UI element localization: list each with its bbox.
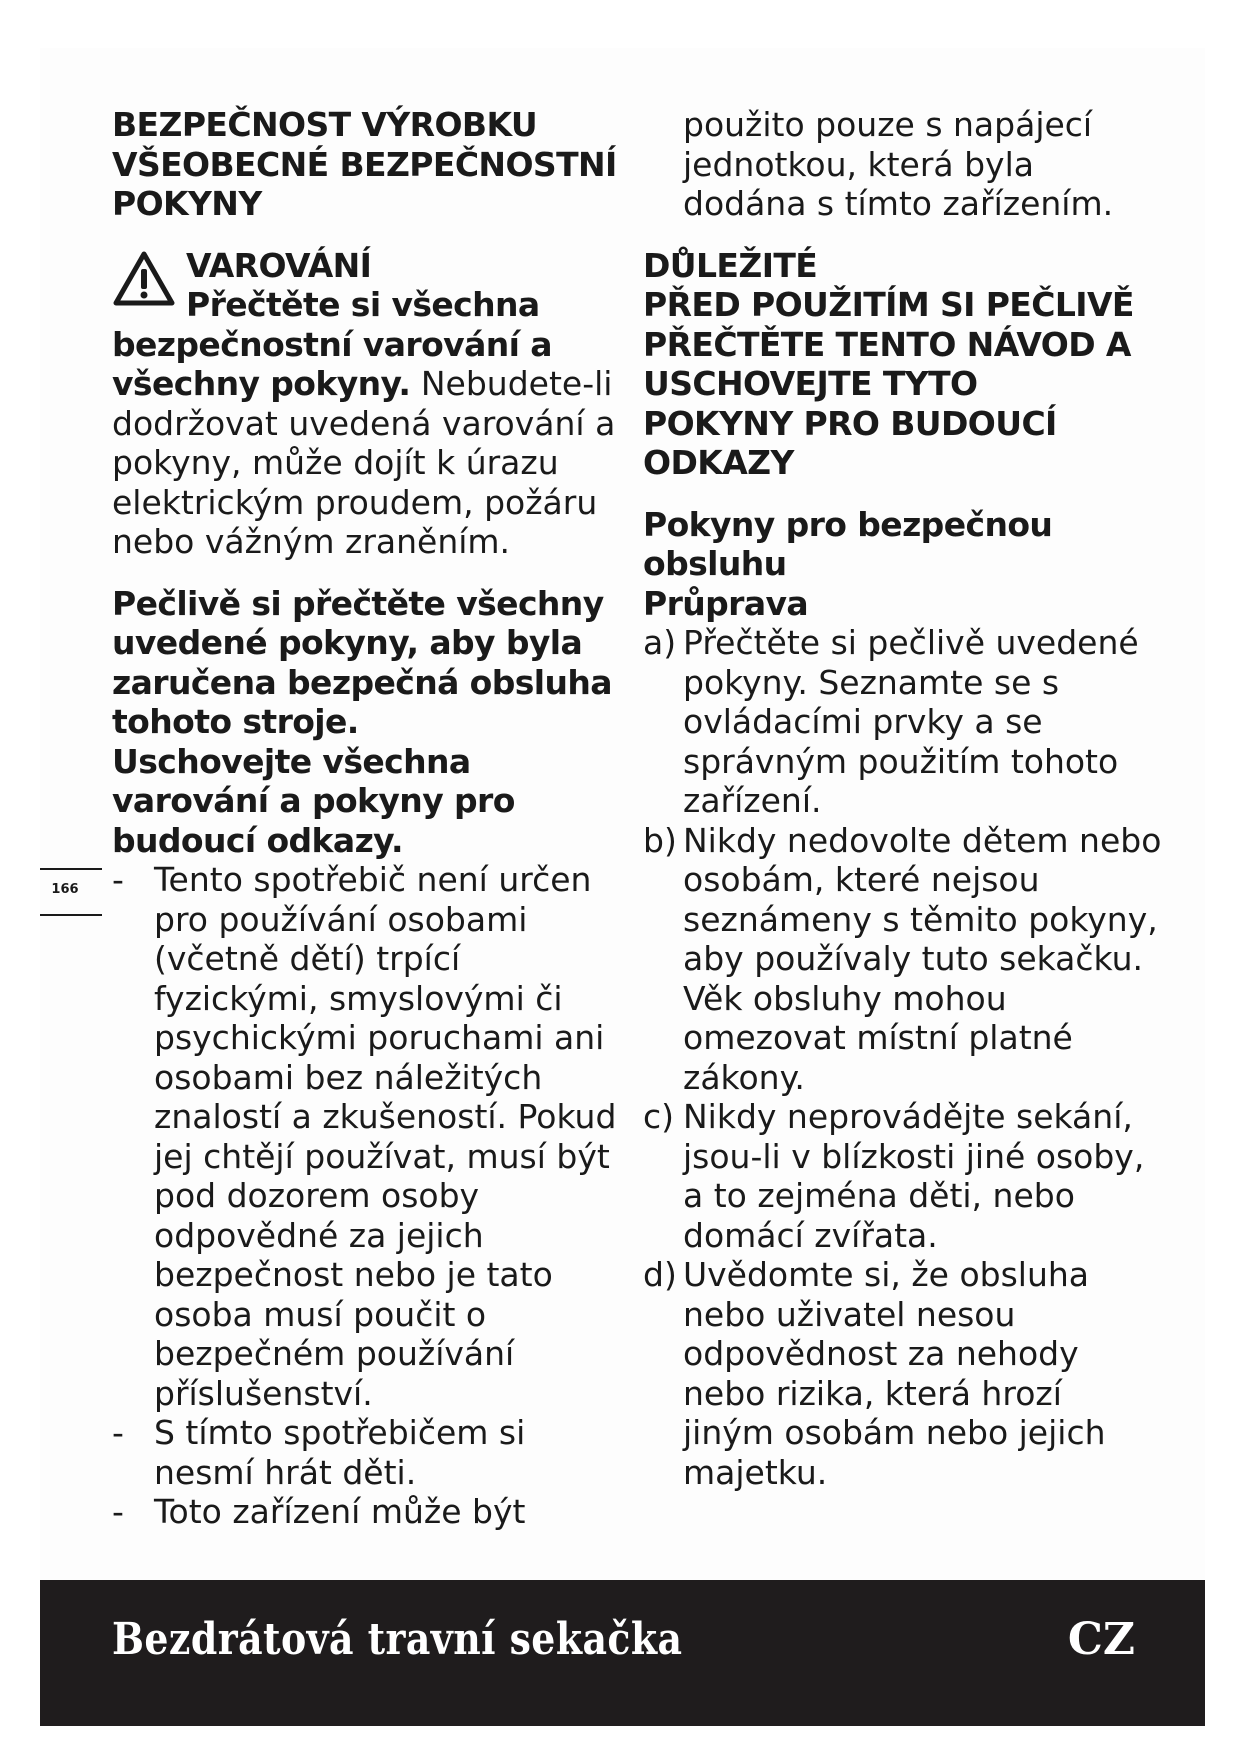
page-number-block — [40, 868, 102, 918]
warning-bold-text: Přečtěte si všechna bezpečnostní varování a všechny pokyny. — [112, 285, 552, 403]
list-item-text: Přečtěte si pečlivě uvedené pokyny. Seznamte se s ovládacími prvky a se správným použitím tohoto zařízení. — [683, 623, 1139, 820]
list-item-text: Tento spotřebič není určen pro používání osobami (včetně dětí) trpící fyzickými, smyslovými či psychickými poruchami ani osobami bez náležitých znalostí a zkušeností. Pokud jej chtějí používat, musí být pod dozorem osoby odpovědné za jejich bezpečnost nebo je tato osoba musí poučit o bezpečném používání příslušenství. — [154, 860, 617, 1413]
warning-block — [112, 246, 622, 562]
heading-line: BEZPEČNOST VÝROBKU — [112, 105, 538, 144]
bold-paragraph: Pečlivě si přečtěte všechny uvedené pokyny, aby byla zaručena bezpečná obsluha tohoto stroje. — [112, 583, 612, 741]
heading-line: VŠEOBECNÉ BEZPEČNOSTNÍ — [112, 144, 617, 184]
list-marker: d) — [643, 1255, 677, 1294]
list-item — [643, 1255, 1163, 1492]
dash-marker: - — [112, 1413, 124, 1452]
warning-title: VAROVÁNÍ — [186, 245, 372, 285]
list-item-text: Nikdy neprovádějte sekání, jsou-li v blízkosti jiné osoby, a to zejména děti, nebo domácí zvířata. — [683, 1097, 1145, 1255]
continued-text: použito pouze s napájecí jednotkou, která byla dodána s tímto zařízením. — [683, 105, 1114, 223]
important-heading — [643, 246, 1163, 483]
list-item — [643, 623, 1163, 821]
list-item — [112, 1492, 622, 1532]
heading-line: PŘEČTĚTE TENTO NÁVOD A — [643, 324, 1131, 364]
footer-title: Bezdrátová travní sekačka — [112, 1614, 683, 1665]
list-marker: c) — [643, 1097, 675, 1136]
heading-line: POKYNY PRO BUDOUCÍ — [643, 403, 1057, 443]
bold-paragraph: Uschovejte všechna varování a pokyny pro budoucí odkazy. — [112, 741, 515, 860]
heading-line: ODKAZY — [643, 443, 794, 482]
section-title-line: obsluhu — [643, 544, 787, 583]
warning-paragraph — [112, 285, 622, 562]
heading-line: USCHOVEJTE TYTO — [643, 364, 978, 403]
heading-line: POKYNY — [112, 184, 262, 223]
right-column — [643, 105, 1163, 1492]
list-marker: b) — [643, 820, 677, 860]
section-title-line: Průprava — [643, 583, 809, 623]
page-number: 166 — [51, 882, 79, 897]
list-item-text: Nikdy nedovolte dětem nebo osobám, které nejsou seznámeny s těmito pokyny, aby používaly tuto sekačku. Věk obsluhy mohou omezovat místní platné zákony. — [683, 820, 1162, 1097]
list-item-text: Uvědomte si, že obsluha nebo uživatel nesou odpovědnost za nehody nebo rizika, která hrozí jiným osobám nebo jejich majetku. — [683, 1255, 1106, 1492]
footer-bar — [40, 1580, 1205, 1726]
heading-line: PŘED POUŽITÍM SI PEČLIVĚ — [643, 285, 1134, 324]
warning-text: Nebudete-li dodržovat uvedená varování a pokyny, může dojít k úrazu elektrickým proudem, požáru nebo vážným zraněním. — [112, 364, 616, 561]
dash-marker: - — [112, 1492, 124, 1531]
list-item — [643, 1097, 1163, 1255]
list-item-text: S tímto spotřebičem si nesmí hrát děti. — [154, 1413, 526, 1492]
list-marker: a) — [643, 623, 677, 662]
section-heading — [112, 105, 622, 224]
list-item — [643, 821, 1163, 1098]
heading-line: DŮLEŽITÉ — [643, 245, 818, 285]
rule-bottom — [40, 914, 102, 916]
list-item-text: Toto zařízení může být — [154, 1492, 526, 1531]
dash-marker: - — [112, 860, 124, 899]
section-title — [643, 505, 1163, 624]
warning-triangle-icon — [112, 250, 176, 308]
list-item — [112, 1413, 622, 1492]
language-code: CZ — [1067, 1614, 1135, 1665]
left-column — [112, 105, 622, 1532]
rule-top — [40, 868, 102, 870]
list-item — [112, 860, 622, 1413]
section-title-line: Pokyny pro bezpečnou — [643, 504, 1053, 544]
